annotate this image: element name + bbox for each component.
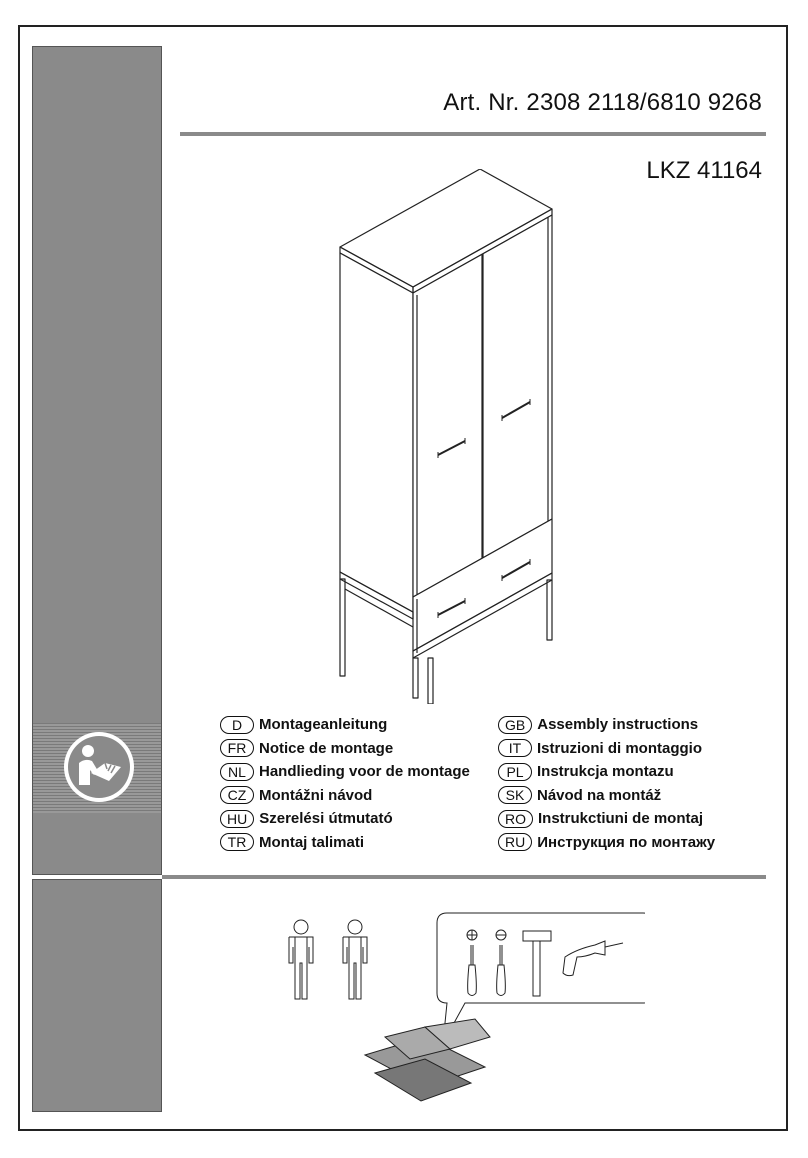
language-label: Assembly instructions — [537, 716, 699, 734]
language-item — [220, 784, 470, 808]
language-code: GB — [498, 716, 532, 734]
language-code: TR — [220, 833, 254, 851]
language-code: PL — [498, 763, 532, 781]
language-item — [220, 760, 470, 784]
language-item — [498, 807, 715, 831]
read-instructions-icon — [61, 729, 137, 805]
language-code: CZ — [220, 786, 254, 804]
language-list-left — [220, 713, 470, 854]
language-label: Montaj talimati — [259, 833, 365, 851]
language-item — [220, 713, 470, 737]
sidebar-bottom-panel — [32, 879, 162, 1112]
page-frame — [18, 25, 788, 1131]
language-code: D — [220, 716, 254, 734]
language-item — [498, 737, 715, 761]
language-label: Инструкция по монтажу — [537, 833, 716, 851]
language-list-right — [498, 713, 715, 854]
language-label: Instrukctiuni de montaj — [538, 810, 704, 828]
wardrobe-drawing — [320, 169, 590, 704]
language-code: SK — [498, 786, 532, 804]
language-code: FR — [220, 739, 254, 757]
language-code: HU — [220, 810, 254, 828]
language-code: RO — [498, 810, 533, 828]
language-label: Notice de montage — [259, 739, 394, 757]
language-item — [498, 831, 715, 855]
language-item — [498, 713, 715, 737]
language-label: Istruzioni di montaggio — [537, 739, 702, 757]
language-code: NL — [220, 763, 254, 781]
language-label: Handlieding voor de montage — [259, 763, 470, 781]
model-number: LKZ 41164 — [646, 157, 762, 184]
language-label: Szerelési útmutató — [259, 810, 393, 828]
language-label: Návod na montáž — [537, 786, 662, 804]
language-code: RU — [498, 833, 532, 851]
language-item — [498, 760, 715, 784]
sidebar-top-panel — [32, 46, 162, 875]
toolbox-icon — [365, 1019, 490, 1101]
two-persons-icon — [289, 920, 367, 999]
language-code: IT — [498, 739, 532, 757]
header-rule — [180, 132, 766, 136]
language-label: Montážni návod — [259, 786, 373, 804]
section-rule — [162, 875, 766, 879]
language-label: Montageanleitung — [259, 716, 388, 734]
language-label: Instrukcja montazu — [537, 763, 674, 781]
language-item — [220, 737, 470, 761]
tools-illustration — [275, 907, 645, 1107]
language-item — [498, 784, 715, 808]
article-number: Art. Nr. 2308 2118/6810 9268 — [443, 89, 762, 116]
sidebar — [32, 46, 162, 1110]
language-item — [220, 807, 470, 831]
language-item — [220, 831, 470, 855]
